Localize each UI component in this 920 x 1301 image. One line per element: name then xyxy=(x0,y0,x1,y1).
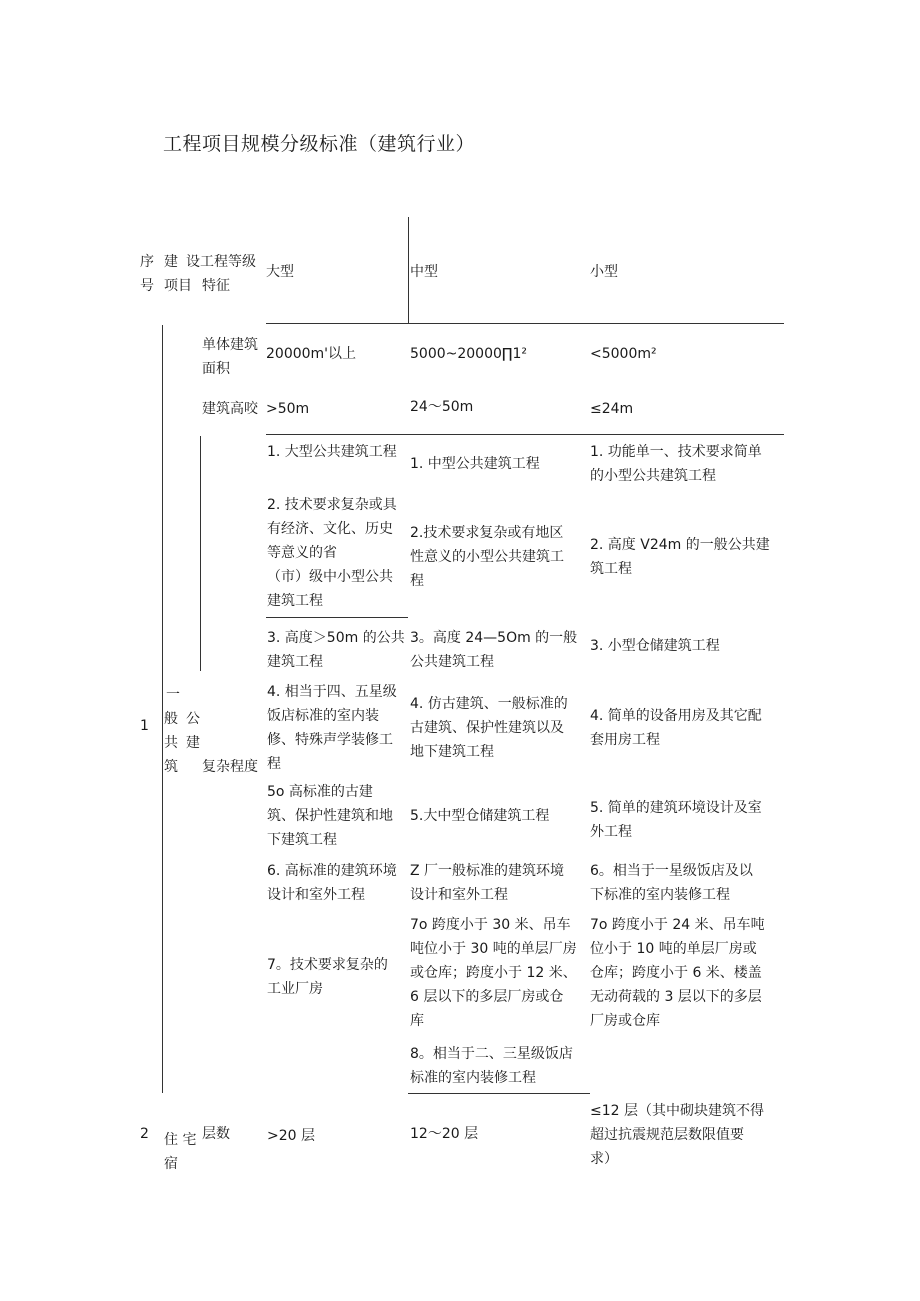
small-item: 的小型公共建筑工程 xyxy=(590,468,716,484)
small-item: 6。相当于一星级饭店及以 xyxy=(590,863,753,879)
height-medium: 24～50m xyxy=(410,399,474,415)
area-large: 20000m'以上 xyxy=(266,346,357,362)
header-large: 大型 xyxy=(266,264,294,280)
large-item: 5o 高标准的古建 xyxy=(267,784,373,800)
header-project: 建 xyxy=(164,254,178,270)
large-item: 修、特殊声学装修工 xyxy=(267,732,393,748)
header-medium: 中型 xyxy=(410,264,438,280)
large-item: 2. 技术要求复杂或具 xyxy=(267,497,397,513)
large-item: 1. 大型公共建筑工程 xyxy=(267,444,397,460)
medium-item: Z 厂一般标准的建筑环境 xyxy=(410,863,565,879)
large-item: 3. 高度＞50m 的公共 xyxy=(267,630,405,646)
small-item: 3. 小型仓储建筑工程 xyxy=(590,638,720,654)
large-item: 4. 相当于四、五星级 xyxy=(267,684,397,700)
large-item: 6. 高标准的建筑环境 xyxy=(267,863,397,879)
page-title: 工程项目规模分级标准（建筑行业） xyxy=(163,133,476,155)
large-item: 7。技术要求复杂的 xyxy=(267,957,388,973)
large-item: 筑、保护性建筑和地 xyxy=(267,808,393,824)
small-item: 4. 简单的设备用房及其它配 xyxy=(590,708,762,724)
small-item: 1. 功能单一、技术要求简单 xyxy=(590,444,762,460)
small-item: 无动荷载的 3 层以下的多层 xyxy=(590,989,762,1005)
small-item: 仓库；跨度小于 6 米、楼盖 xyxy=(590,965,762,981)
complexity-label: 复杂程度 xyxy=(202,759,258,775)
row1-category: 筑 xyxy=(164,759,178,775)
large-item: 有经济、文化、历史 xyxy=(267,521,393,537)
large-item: （市）级中小型公共 xyxy=(267,569,393,585)
large-item: 建筑工程 xyxy=(267,593,323,609)
medium-item: 程 xyxy=(410,573,424,589)
header-grade: 设工程等级 xyxy=(186,254,256,270)
medium-item: 1. 中型公共建筑工程 xyxy=(410,456,540,472)
small-item: 外工程 xyxy=(590,824,632,840)
table-divider xyxy=(408,217,409,324)
small-item: 厂房或仓库 xyxy=(590,1013,660,1029)
floors-large: >20 层 xyxy=(267,1128,315,1144)
medium-item: 7o 跨度小于 30 米、吊车 xyxy=(410,917,571,933)
row2-seq: 2 xyxy=(140,1126,149,1142)
medium-item: 标准的室内装修工程 xyxy=(410,1070,536,1086)
medium-item: 库 xyxy=(410,1013,424,1029)
row1-category: 公 xyxy=(186,711,200,727)
table-divider xyxy=(266,323,784,324)
area-small: <5000m² xyxy=(590,346,657,362)
large-item: 建筑工程 xyxy=(267,654,323,670)
row1-category: 般 xyxy=(164,711,178,727)
area-medium: 5000~20000∏1² xyxy=(410,346,528,362)
medium-item: 或仓库；跨度小于 12 米、 xyxy=(410,965,577,981)
table-divider xyxy=(408,1093,590,1094)
area-label: 单体建筑 xyxy=(202,337,258,353)
large-item: 等意义的省 xyxy=(267,545,337,561)
large-item: 下建筑工程 xyxy=(267,832,337,848)
medium-item: 5.大中型仓储建筑工程 xyxy=(410,808,550,824)
medium-item: 设计和室外工程 xyxy=(410,887,508,903)
medium-item: 3。高度 24—5Om 的一般 xyxy=(410,630,578,646)
medium-item: 吨位小于 30 吨的单层厂房 xyxy=(410,941,577,957)
large-item: 程 xyxy=(267,756,281,772)
small-item: 7o 跨度小于 24 米、吊车吨 xyxy=(590,917,765,933)
large-item: 工业厂房 xyxy=(267,981,323,997)
medium-item: 4. 仿古建筑、一般标准的 xyxy=(410,696,568,712)
row1-category: 建 xyxy=(186,735,200,751)
row2-category: 住 宅 xyxy=(164,1132,197,1148)
table-divider xyxy=(266,617,408,618)
medium-item: 古建筑、保护性建筑以及 xyxy=(410,720,564,736)
height-label: 建筑高咬 xyxy=(202,401,258,417)
small-item: 套用房工程 xyxy=(590,732,660,748)
medium-item: 地下建筑工程 xyxy=(410,744,494,760)
table-divider xyxy=(200,436,201,671)
large-item: 设计和室外工程 xyxy=(267,887,365,903)
floors-medium: 12～20 层 xyxy=(410,1126,479,1142)
small-item: 5. 简单的建筑环境设计及室 xyxy=(590,800,762,816)
row2-category: 宿 xyxy=(164,1156,178,1172)
small-item: 筑工程 xyxy=(590,561,632,577)
table-divider xyxy=(162,325,163,1093)
floors-small: 求） xyxy=(590,1151,618,1167)
header-small: 小型 xyxy=(590,264,618,280)
height-small: ≤24m xyxy=(590,401,634,417)
floors-small: ≤12 层（其中砌块建筑不得 xyxy=(590,1103,764,1119)
area-label: 面积 xyxy=(202,361,230,377)
medium-item: 2.技术要求复杂或有地区 xyxy=(410,525,564,541)
floors-small: 超过抗震规范层数限值要 xyxy=(590,1127,744,1143)
small-item: 位小于 10 吨的单层厂房或 xyxy=(590,941,757,957)
floors-label: 层数 xyxy=(202,1126,230,1142)
header-project: 项目 xyxy=(164,278,192,294)
header-seq: 号 xyxy=(140,278,154,294)
header-seq: 序 xyxy=(140,254,154,270)
header-grade: 特征 xyxy=(202,278,230,294)
medium-item: 6 层以下的多层厂房或仓 xyxy=(410,989,564,1005)
small-item: 2. 高度 V24m 的一般公共建 xyxy=(590,537,770,553)
height-large: >50m xyxy=(266,401,310,417)
medium-item: 公共建筑工程 xyxy=(410,654,494,670)
row1-seq: 1 xyxy=(140,718,149,734)
row1-category: 共 xyxy=(164,735,178,751)
table-divider xyxy=(266,434,784,435)
row1-category: 一 xyxy=(166,687,180,703)
medium-item: 8。相当于二、三星级饭店 xyxy=(410,1046,573,1062)
large-item: 饭店标准的室内装 xyxy=(267,708,379,724)
small-item: 下标准的室内装修工程 xyxy=(590,887,730,903)
medium-item: 性意义的小型公共建筑工 xyxy=(410,549,564,565)
